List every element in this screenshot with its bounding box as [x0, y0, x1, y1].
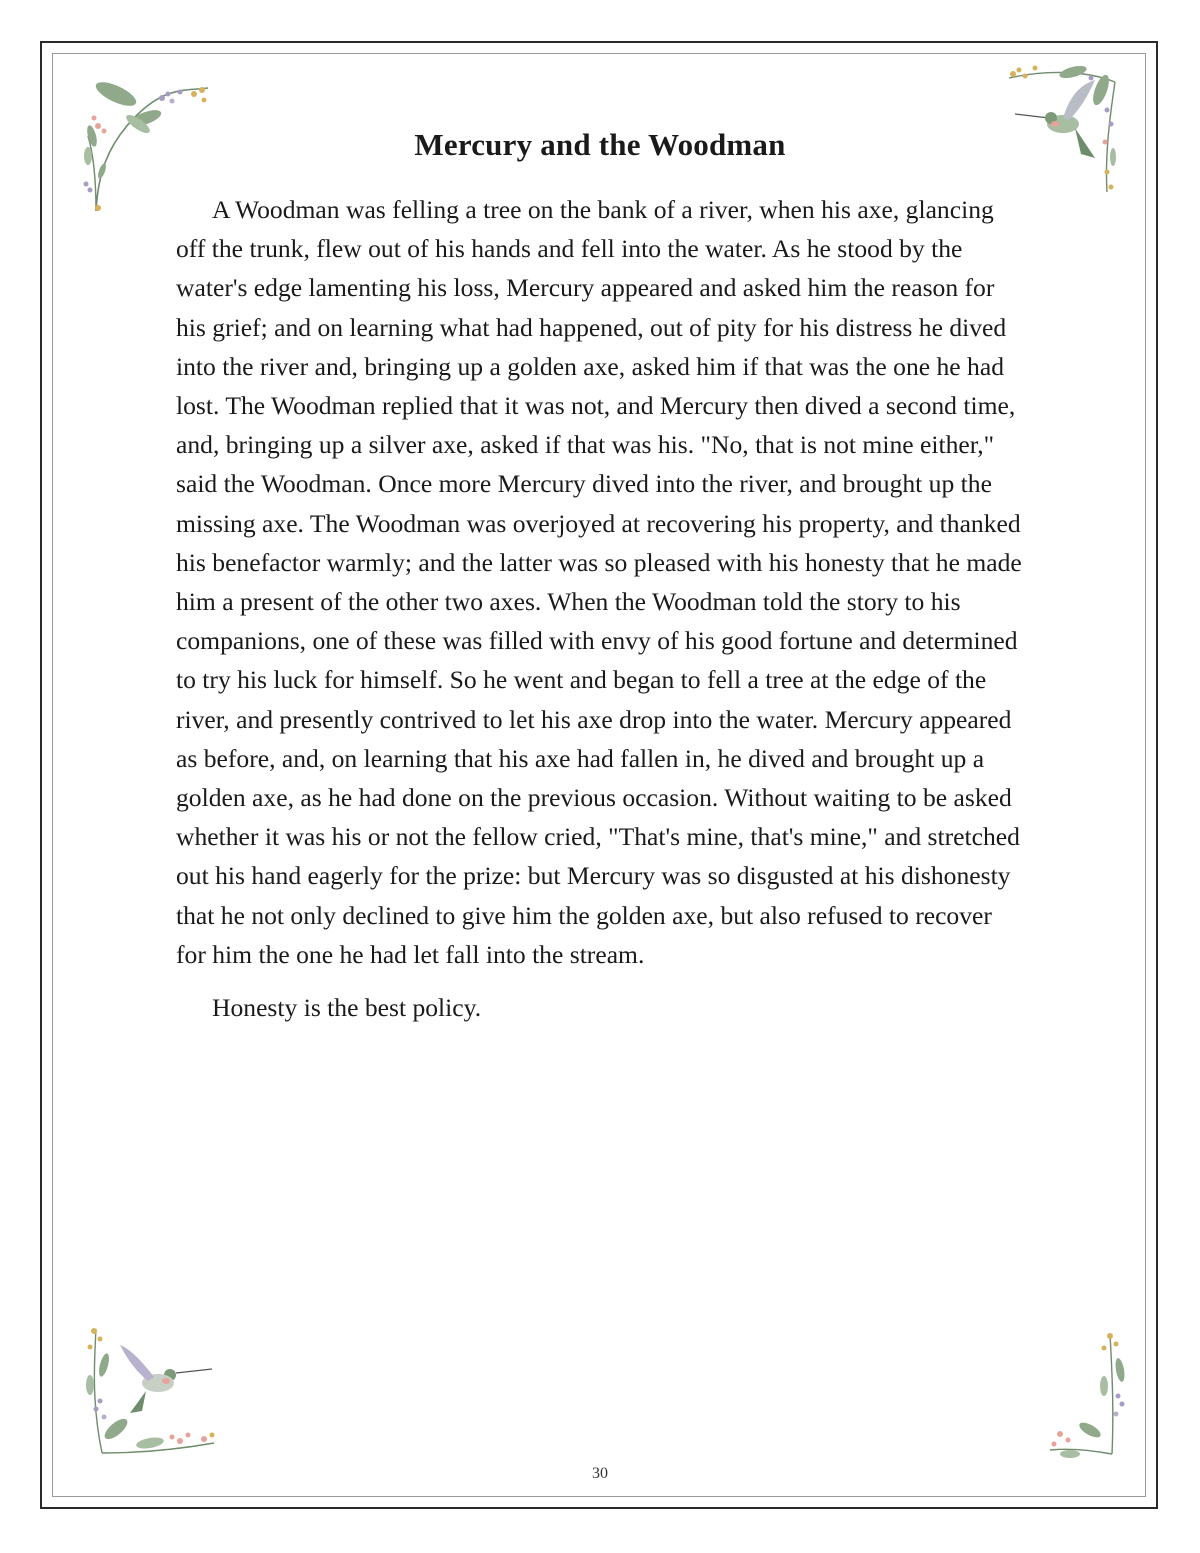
story-body	[176, 190, 1028, 1027]
hummingbird-floral-icon	[80, 1325, 220, 1460]
page-number: 30	[592, 1465, 608, 1482]
page-title: Mercury and the Woodman	[414, 127, 786, 162]
story-paragraph: A Woodman was felling a tree on the bank of a river, when his axe, glancing off the trunk, flew out of his hands and fell into the water. As he stood by the water's edge lamenting his loss, Mercury appeared and asked him the reason for his grief; and on learning what had happened, out of pity for his distress he dived into the river and, bringing up a golden axe, asked him if that was the one he had lost. The Woodman replied that it was not, and Mercury then dived a second time, and, bringing up a silver axe, asked if that was his. "No, that is not mine either," said the Woodman. Once more Mercury dived into the river, and brought up the missing axe. The Woodman was overjoyed at recovering his property, and thanked his benefactor warmly; and the latter was so pleased with his honesty that he made him a present of the other two axes. When the Woodman told the story to his companions, one of these was filled with envy of his good fortune and determined to try his luck for himself. So he went and began to fell a tree at the edge of the river, and presently contrived to let his axe drop into the water. Mercury appeared as before, and, on learning that his axe had fallen in, he dived and brought up a golden axe, as he had done on the previous occasion. Without waiting to be asked whether it was his or not the fellow cried, "That's mine, that's mine," and stretched out his hand eagerly for the prize: but Mercury was so disgusted at his dishonesty that he not only declined to give him the golden axe, but also refused to recover for him the one he had let fall into the stream.	[176, 195, 1022, 969]
floral-corner-icon	[1040, 1330, 1130, 1460]
moral-paragraph: Honesty is the best policy.	[212, 993, 482, 1023]
